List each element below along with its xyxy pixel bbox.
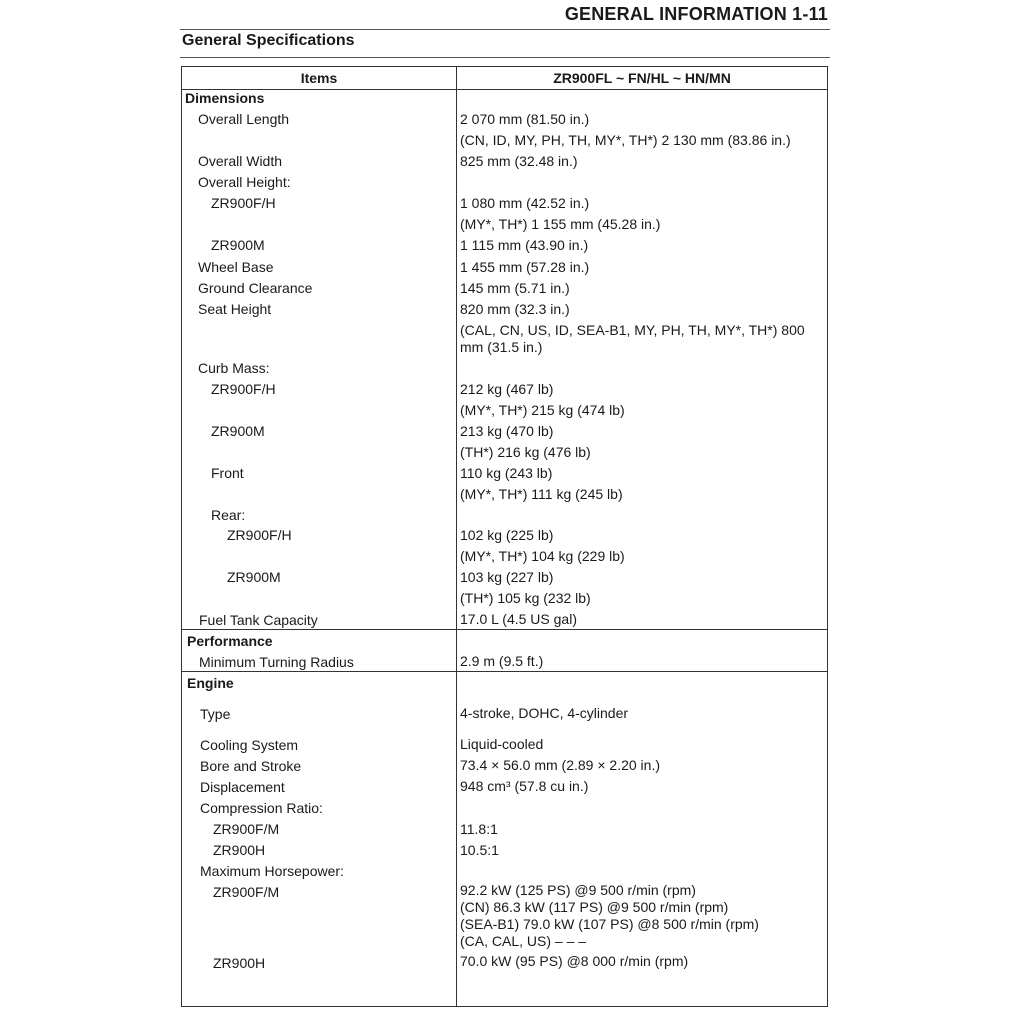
row-value-seat-height: 820 mm (32.3 in.) xyxy=(460,301,570,317)
row-value-height-zr900fh-variant: (MY*, TH*) 1 155 mm (45.28 in.) xyxy=(460,216,661,232)
row-value-seat-height-variant: (CAL, CN, US, ID, SEA-B1, MY, PH, TH, MY*, TH*) 800 mm (31.5 in.) xyxy=(460,322,805,355)
row-label-height-zr900m: ZR900M xyxy=(211,237,265,253)
group-heading-performance: Performance xyxy=(187,633,273,649)
row-label-overall-length: Overall Length xyxy=(198,111,290,127)
row-label-turning-radius: Minimum Turning Radius xyxy=(199,654,354,670)
row-value-mass-zr900fh: 212 kg (467 lb) xyxy=(460,381,554,397)
group-heading-dimensions: Dimensions xyxy=(185,90,265,106)
row-value-rear-zr900fh: 102 kg (225 lb) xyxy=(460,527,554,543)
row-value-hp-zr900fm-us: (CA, CAL, US) – – – xyxy=(460,933,587,949)
row-value-rear-zr900m: 103 kg (227 lb) xyxy=(460,569,554,585)
row-value-displacement: 948 cm³ (57.8 cu in.) xyxy=(460,778,589,794)
row-value-cooling-system: Liquid-cooled xyxy=(460,736,544,752)
row-value-mass-zr900m-variant: (TH*) 216 kg (476 lb) xyxy=(460,444,591,460)
row-value-compression-zr900fm: 11.8:1 xyxy=(460,821,498,837)
row-value-mass-front: 110 kg (243 lb) xyxy=(460,465,553,481)
row-label-rear-zr900fh: ZR900F/H xyxy=(227,527,292,543)
page-header: GENERAL INFORMATION 1-11 xyxy=(564,4,828,24)
column-header-items: Items xyxy=(300,70,338,86)
row-label-compression-ratio: Compression Ratio: xyxy=(200,800,323,816)
row-label-hp-zr900h: ZR900H xyxy=(213,955,266,971)
row-value-height-zr900fh: 1 080 mm (42.52 in.) xyxy=(460,195,590,211)
row-label-mass-front: Front xyxy=(211,465,244,481)
row-value-rear-zr900m-variant: (TH*) 105 kg (232 lb) xyxy=(460,590,591,606)
row-label-mass-rear: Rear: xyxy=(211,507,246,523)
row-label-overall-height: Overall Height: xyxy=(198,174,291,190)
row-label-cooling-system: Cooling System xyxy=(200,737,299,753)
row-value-hp-zr900fm-cn: (CN) 86.3 kW (117 PS) @9 500 r/min (rpm) xyxy=(460,899,729,915)
row-value-compression-zr900h: 10.5:1 xyxy=(460,842,499,858)
row-label-hp-zr900fm: ZR900F/M xyxy=(213,884,280,900)
row-value-rear-zr900fh-variant: (MY*, TH*) 104 kg (229 lb) xyxy=(460,548,625,564)
row-label-bore-stroke: Bore and Stroke xyxy=(200,758,302,774)
row-value-hp-zr900fm-sea: (SEA-B1) 79.0 kW (107 PS) @8 500 r/min (rpm) xyxy=(460,916,759,932)
row-value-engine-type: 4-stroke, DOHC, 4-cylinder xyxy=(460,705,629,721)
row-label-wheel-base: Wheel Base xyxy=(198,259,274,275)
row-label-compression-zr900fm: ZR900F/M xyxy=(213,821,280,837)
group-rule-engine xyxy=(182,671,827,672)
specifications-table xyxy=(181,66,828,1007)
row-value-mass-zr900fh-variant: (MY*, TH*) 215 kg (474 lb) xyxy=(460,402,625,418)
row-value-ground-clearance: 145 mm (5.71 in.) xyxy=(460,280,570,296)
row-value-fuel-tank: 17.0 L (4.5 US gal) xyxy=(460,611,577,627)
table-header-row xyxy=(182,67,827,90)
row-value-height-zr900m: 1 115 mm (43.90 in.) xyxy=(460,237,589,253)
row-value-mass-zr900m: 213 kg (470 lb) xyxy=(460,423,554,439)
header-rule xyxy=(180,29,830,30)
section-title: General Specifications xyxy=(182,32,355,49)
row-value-overall-length-variant: (CN, ID, MY, PH, TH, MY*, TH*) 2 130 mm (83.86 in.) xyxy=(460,132,791,148)
row-label-ground-clearance: Ground Clearance xyxy=(198,280,313,296)
row-label-curb-mass: Curb Mass: xyxy=(198,360,270,376)
group-rule-performance xyxy=(182,629,827,630)
row-value-overall-length: 2 070 mm (81.50 in.) xyxy=(460,111,590,127)
row-label-seat-height: Seat Height xyxy=(198,301,272,317)
row-label-engine-type: Type xyxy=(200,706,231,722)
row-value-hp-zr900fm: 92.2 kW (125 PS) @9 500 r/min (rpm) xyxy=(460,882,696,898)
row-label-mass-zr900m: ZR900M xyxy=(211,423,265,439)
row-value-turning-radius: 2.9 m (9.5 ft.) xyxy=(460,653,544,669)
row-label-overall-width: Overall Width xyxy=(198,153,283,169)
row-label-mass-zr900fh: ZR900F/H xyxy=(211,381,276,397)
row-value-bore-stroke: 73.4 × 56.0 mm (2.89 × 2.20 in.) xyxy=(460,757,661,773)
row-label-max-horsepower: Maximum Horsepower: xyxy=(200,863,344,879)
row-label-rear-zr900m: ZR900M xyxy=(227,569,281,585)
row-label-compression-zr900h: ZR900H xyxy=(213,842,266,858)
row-label-height-zr900fh: ZR900F/H xyxy=(211,195,276,211)
row-value-wheel-base: 1 455 mm (57.28 in.) xyxy=(460,259,590,275)
column-header-model: ZR900FL ~ FN/HL ~ HN/MN xyxy=(553,70,731,86)
row-label-fuel-tank: Fuel Tank Capacity xyxy=(199,612,318,628)
row-value-overall-width: 825 mm (32.48 in.) xyxy=(460,153,578,169)
title-rule xyxy=(180,57,830,58)
row-value-mass-front-variant: (MY*, TH*) 111 kg (245 lb) xyxy=(460,486,623,502)
row-value-hp-zr900h: 70.0 kW (95 PS) @8 000 r/min (rpm) xyxy=(460,953,689,969)
group-heading-engine: Engine xyxy=(187,675,234,691)
row-label-displacement: Displacement xyxy=(200,779,285,795)
column-divider xyxy=(456,67,457,1006)
